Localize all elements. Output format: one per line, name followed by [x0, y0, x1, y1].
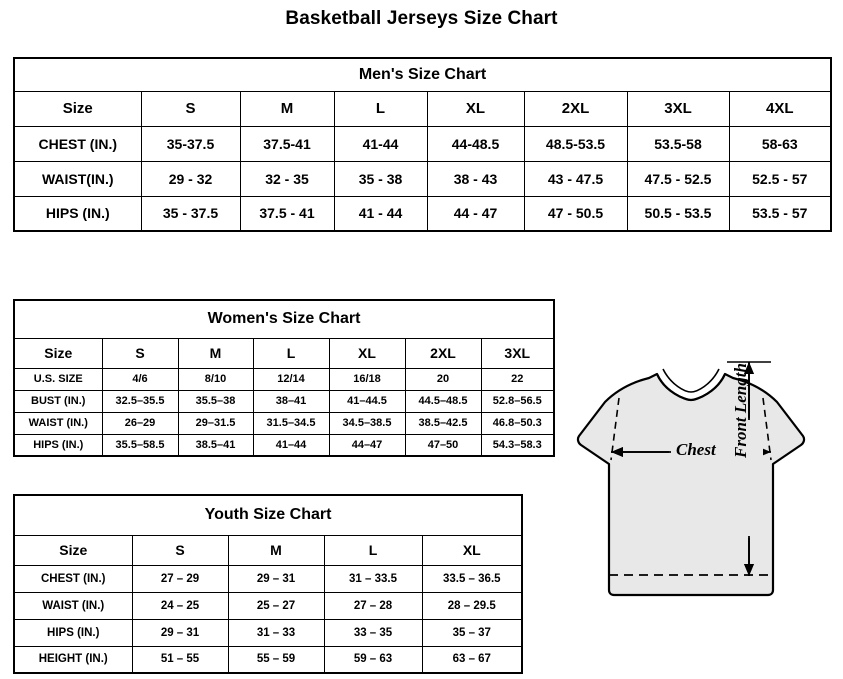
- youth-size-chart-section: [13, 494, 521, 674]
- mens-header-4xl: 4XL: [729, 91, 831, 126]
- youth-waist-l: 27 – 28: [324, 592, 422, 619]
- chest-measurement-label: Chest: [676, 440, 716, 459]
- table-row: [14, 196, 831, 231]
- mens-row-label-waist: WAIST(IN.): [14, 161, 141, 196]
- youth-size-table: [13, 494, 523, 674]
- mens-waist-xl: 38 - 43: [427, 161, 524, 196]
- youth-hips-xl: 35 – 37: [422, 619, 522, 646]
- womens-us-size-xl: 16/18: [329, 368, 405, 390]
- womens-header-xl: XL: [329, 338, 405, 368]
- mens-table-caption: Men's Size Chart: [14, 58, 831, 91]
- womens-row-label-waist: WAIST (IN.): [14, 412, 102, 434]
- table-row: [14, 619, 522, 646]
- womens-hips-m: 38.5–41: [178, 434, 253, 456]
- womens-header-l: L: [253, 338, 329, 368]
- table-row: [14, 592, 522, 619]
- womens-us-size-3xl: 22: [481, 368, 554, 390]
- mens-hips-3xl: 50.5 - 53.5: [627, 196, 729, 231]
- youth-header-m: M: [228, 535, 324, 565]
- womens-waist-m: 29–31.5: [178, 412, 253, 434]
- youth-row-label-hips: HIPS (IN.): [14, 619, 132, 646]
- womens-row-label-bust: BUST (IN.): [14, 390, 102, 412]
- womens-us-size-2xl: 20: [405, 368, 481, 390]
- youth-height-l: 59 – 63: [324, 646, 422, 673]
- womens-hips-2xl: 47–50: [405, 434, 481, 456]
- mens-header-m: M: [240, 91, 334, 126]
- youth-hips-s: 29 – 31: [132, 619, 228, 646]
- womens-bust-3xl: 52.8–56.5: [481, 390, 554, 412]
- womens-bust-m: 35.5–38: [178, 390, 253, 412]
- womens-header-2xl: 2XL: [405, 338, 481, 368]
- front-length-measurement-label: Front Length: [731, 363, 750, 458]
- table-row: [14, 412, 554, 434]
- table-row: [14, 434, 554, 456]
- table-row: [14, 161, 831, 196]
- womens-bust-2xl: 44.5–48.5: [405, 390, 481, 412]
- womens-waist-l: 31.5–34.5: [253, 412, 329, 434]
- mens-row-label-hips: HIPS (IN.): [14, 196, 141, 231]
- youth-row-label-waist: WAIST (IN.): [14, 592, 132, 619]
- mens-header-3xl: 3XL: [627, 91, 729, 126]
- womens-table-caption: Women's Size Chart: [14, 300, 554, 338]
- youth-height-m: 55 – 59: [228, 646, 324, 673]
- mens-chest-l: 41-44: [334, 126, 427, 161]
- youth-chest-s: 27 – 29: [132, 565, 228, 592]
- womens-row-label-us-size: U.S. SIZE: [14, 368, 102, 390]
- youth-header-row: [14, 535, 522, 565]
- youth-row-label-chest: CHEST (IN.): [14, 565, 132, 592]
- womens-hips-3xl: 54.3–58.3: [481, 434, 554, 456]
- womens-header-m: M: [178, 338, 253, 368]
- youth-height-xl: 63 – 67: [422, 646, 522, 673]
- mens-hips-l: 41 - 44: [334, 196, 427, 231]
- youth-chest-xl: 33.5 – 36.5: [422, 565, 522, 592]
- youth-header-l: L: [324, 535, 422, 565]
- table-row: [14, 646, 522, 673]
- jersey-measurement-diagram: [545, 340, 835, 660]
- youth-height-s: 51 – 55: [132, 646, 228, 673]
- mens-size-table: [13, 57, 832, 232]
- youth-waist-s: 24 – 25: [132, 592, 228, 619]
- youth-header-xl: XL: [422, 535, 522, 565]
- youth-row-label-height: HEIGHT (IN.): [14, 646, 132, 673]
- womens-hips-l: 41–44: [253, 434, 329, 456]
- womens-waist-2xl: 38.5–42.5: [405, 412, 481, 434]
- mens-chest-m: 37.5-41: [240, 126, 334, 161]
- womens-waist-s: 26–29: [102, 412, 178, 434]
- table-row: [14, 390, 554, 412]
- mens-waist-l: 35 - 38: [334, 161, 427, 196]
- mens-header-size: Size: [14, 91, 141, 126]
- womens-waist-3xl: 46.8–50.3: [481, 412, 554, 434]
- table-row: [14, 565, 522, 592]
- youth-header-size: Size: [14, 535, 132, 565]
- mens-hips-s: 35 - 37.5: [141, 196, 240, 231]
- mens-hips-m: 37.5 - 41: [240, 196, 334, 231]
- mens-hips-2xl: 47 - 50.5: [524, 196, 627, 231]
- youth-chest-m: 29 – 31: [228, 565, 324, 592]
- table-row: [14, 126, 831, 161]
- page-title: Basketball Jerseys Size Chart: [285, 8, 558, 29]
- mens-waist-s: 29 - 32: [141, 161, 240, 196]
- womens-bust-l: 38–41: [253, 390, 329, 412]
- womens-header-3xl: 3XL: [481, 338, 554, 368]
- mens-waist-2xl: 43 - 47.5: [524, 161, 627, 196]
- womens-header-size: Size: [14, 338, 102, 368]
- youth-table-caption: Youth Size Chart: [14, 495, 522, 535]
- table-row: [14, 368, 554, 390]
- womens-hips-xl: 44–47: [329, 434, 405, 456]
- mens-header-row: [14, 91, 831, 126]
- womens-bust-s: 32.5–35.5: [102, 390, 178, 412]
- mens-header-l: L: [334, 91, 427, 126]
- mens-waist-3xl: 47.5 - 52.5: [627, 161, 729, 196]
- mens-waist-m: 32 - 35: [240, 161, 334, 196]
- mens-size-chart-section: [13, 57, 830, 232]
- womens-size-table: [13, 299, 555, 457]
- womens-header-s: S: [102, 338, 178, 368]
- womens-bust-xl: 41–44.5: [329, 390, 405, 412]
- womens-us-size-l: 12/14: [253, 368, 329, 390]
- mens-chest-2xl: 48.5-53.5: [524, 126, 627, 161]
- mens-chest-s: 35-37.5: [141, 126, 240, 161]
- youth-hips-l: 33 – 35: [324, 619, 422, 646]
- youth-chest-l: 31 – 33.5: [324, 565, 422, 592]
- womens-us-size-s: 4/6: [102, 368, 178, 390]
- mens-header-s: S: [141, 91, 240, 126]
- womens-row-label-hips: HIPS (IN.): [14, 434, 102, 456]
- mens-row-label-chest: CHEST (IN.): [14, 126, 141, 161]
- womens-size-chart-section: [13, 299, 553, 457]
- mens-header-xl: XL: [427, 91, 524, 126]
- mens-hips-4xl: 53.5 - 57: [729, 196, 831, 231]
- womens-header-row: [14, 338, 554, 368]
- mens-header-2xl: 2XL: [524, 91, 627, 126]
- youth-waist-xl: 28 – 29.5: [422, 592, 522, 619]
- mens-chest-4xl: 58-63: [729, 126, 831, 161]
- womens-waist-xl: 34.5–38.5: [329, 412, 405, 434]
- mens-waist-4xl: 52.5 - 57: [729, 161, 831, 196]
- youth-hips-m: 31 – 33: [228, 619, 324, 646]
- mens-chest-xl: 44-48.5: [427, 126, 524, 161]
- womens-hips-s: 35.5–58.5: [102, 434, 178, 456]
- tshirt-outline-icon: [545, 340, 835, 660]
- youth-waist-m: 25 – 27: [228, 592, 324, 619]
- youth-header-s: S: [132, 535, 228, 565]
- womens-us-size-m: 8/10: [178, 368, 253, 390]
- mens-chest-3xl: 53.5-58: [627, 126, 729, 161]
- mens-hips-xl: 44 - 47: [427, 196, 524, 231]
